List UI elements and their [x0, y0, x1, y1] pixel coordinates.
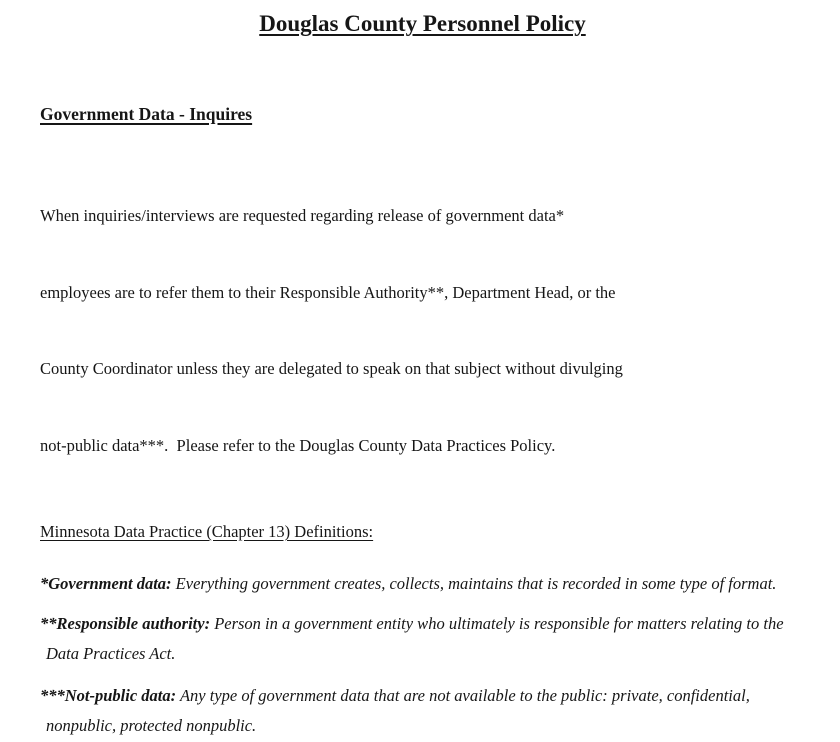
definition-term — [40, 614, 210, 633]
definitions-subheading: Minnesota Data Practice (Chapter 13) Definitions: — [40, 522, 374, 541]
definition-marker: * — [40, 574, 49, 593]
section-heading: Government Data - Inquires — [40, 104, 253, 124]
definition-term-text: Responsible authority: — [56, 613, 211, 633]
paragraph-line: County Coordinator unless they are delegated to speak on that subject without divulging — [40, 359, 623, 378]
definition-not-public-data — [40, 681, 805, 742]
definition-responsible-authority — [40, 609, 805, 670]
definition-term-text: Not-public data: — [64, 685, 177, 705]
definition-text: Any type of government data that are not available to the public: private, confidential, nonpublic, protected nonpublic. — [46, 685, 750, 735]
definition-government-data — [40, 569, 805, 600]
definition-text: Everything government creates, collects, maintains that is recorded in some type of format. — [175, 574, 777, 593]
page-title-text: Douglas County Personnel Policy — [259, 11, 586, 36]
paragraph-line: When inquiries/interviews are requested regarding release of government data* — [40, 206, 565, 225]
paragraph-line: employees are to refer them to their Responsible Authority**, Department Head, or the — [40, 282, 616, 302]
definition-term-text: Government data: — [48, 574, 172, 593]
section-paragraph — [40, 152, 805, 509]
definition-marker: *** — [40, 685, 65, 705]
page-title — [40, 8, 805, 40]
paragraph-line: not-public data***. Please refer to the Douglas County Data Practices Policy. — [40, 435, 556, 455]
definition-text: Person in a government entity who ultimately is responsible for matters relating to the Data Practices Act. — [46, 613, 784, 663]
definition-term — [40, 686, 176, 705]
definition-marker: ** — [40, 613, 57, 633]
definition-term — [40, 574, 172, 593]
